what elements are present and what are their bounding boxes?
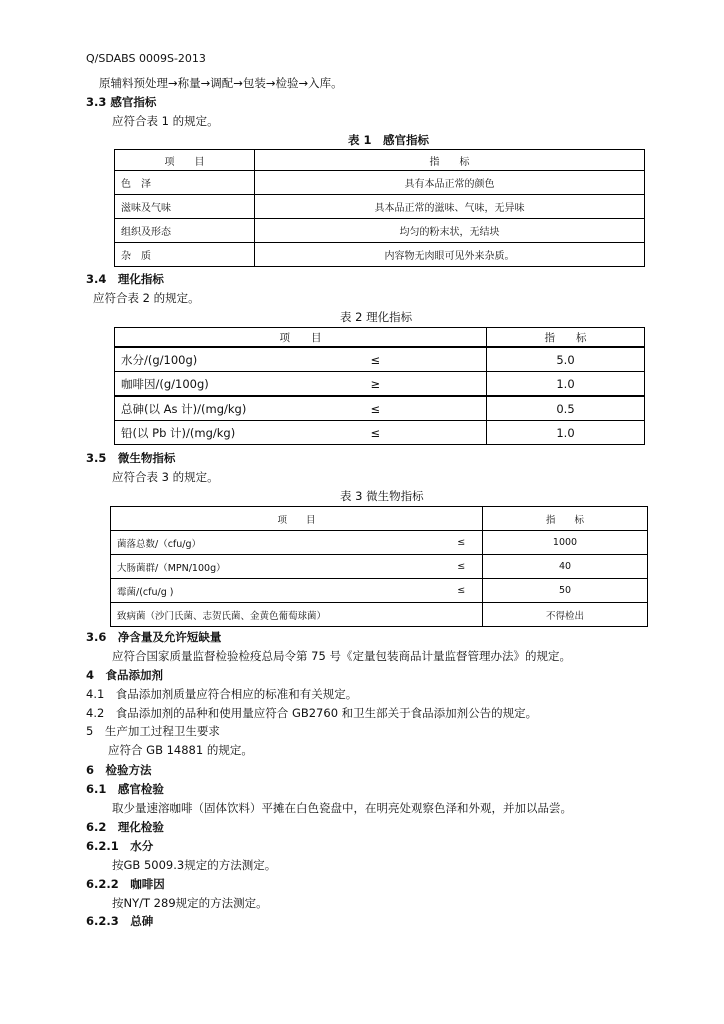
table2-value: 1.0 xyxy=(487,372,645,397)
table3-item: 大肠菌群/（MPN/100g） xyxy=(111,555,441,579)
section-6-2-1-heading: 6.2.1 水分 xyxy=(86,839,154,853)
table2-symbol: ≤ xyxy=(365,396,487,421)
section-3-4-note: 应符合表 2 的规定。 xyxy=(93,291,200,305)
table3-value: 1000 xyxy=(483,531,648,555)
table2-item: 咖啡因/(g/100g) xyxy=(115,372,365,397)
table1-header-item: 项 目 xyxy=(115,150,255,171)
section-3-5-note: 应符合表 3 的规定。 xyxy=(112,470,219,484)
table2-item: 水分/(g/100g) xyxy=(115,347,365,372)
table-row xyxy=(111,603,648,627)
table2-symbol: ≥ xyxy=(365,372,487,397)
section-6-2-heading: 6.2 理化检验 xyxy=(86,820,164,834)
table1-item: 杂 质 xyxy=(115,243,255,267)
section-6-2-3-heading: 6.2.3 总砷 xyxy=(86,914,154,928)
micro-table xyxy=(110,506,648,627)
table3-value: 50 xyxy=(483,579,648,603)
table2-symbol: ≤ xyxy=(365,347,487,372)
table3-symbol: ≤ xyxy=(441,579,483,603)
table2-value: 5.0 xyxy=(487,347,645,372)
section-3-3-heading: 3.3 感官指标 xyxy=(86,95,157,109)
table2-header-item: 项 目 xyxy=(115,328,487,348)
table3-item: 致病菌（沙门氏菌、志贺氏菌、金黄色葡萄球菌） xyxy=(111,603,483,627)
table-row xyxy=(115,195,645,219)
table3-symbol: ≤ xyxy=(441,531,483,555)
table1-value: 均匀的粉末状，无结块 xyxy=(255,219,645,243)
section-6-2-2-heading: 6.2.2 咖啡因 xyxy=(86,877,165,891)
section-3-3-note: 应符合表 1 的规定。 xyxy=(112,114,219,128)
table-row xyxy=(115,372,645,397)
section-3-6-heading: 3.6 净含量及允许短缺量 xyxy=(86,630,222,644)
table-row xyxy=(115,243,645,267)
table3-header-item: 项 目 xyxy=(111,507,483,531)
section-4-2-text: 4.2 食品添加剂的品种和使用量应符合 GB2760 和卫生部关于食品添加剂公告的规定。 xyxy=(86,706,538,720)
table2-value: 1.0 xyxy=(487,421,645,445)
section-5-heading: 5 生产加工过程卫生要求 xyxy=(86,724,220,738)
table3-caption: 表 3 微生物指标 xyxy=(340,489,424,503)
table-row xyxy=(111,579,648,603)
table-row xyxy=(115,396,645,421)
table3-item: 霉菌/(cfu/g ) xyxy=(111,579,441,603)
section-3-4-heading: 3.4 理化指标 xyxy=(86,272,164,286)
section-6-2-1-text: 按GB 5009.3规定的方法测定。 xyxy=(112,858,277,872)
section-6-1-text: 取少量速溶咖啡（固体饮料）平摊在白色瓷盘中，在明亮处观察色泽和外观，并加以品尝。 xyxy=(112,801,572,815)
section-4-1-text: 4.1 食品添加剂质量应符合相应的标准和有关规定。 xyxy=(86,687,358,701)
table3-symbol: ≤ xyxy=(441,555,483,579)
table3-value: 不得检出 xyxy=(483,603,648,627)
physchem-table xyxy=(114,327,645,445)
table1-header-value: 指 标 xyxy=(255,150,645,171)
table1-item: 组织及形态 xyxy=(115,219,255,243)
table-row xyxy=(115,171,645,195)
table1-value: 内容物无肉眼可见外来杂质。 xyxy=(255,243,645,267)
table-row xyxy=(111,555,648,579)
table-row xyxy=(115,219,645,243)
section-3-5-heading: 3.5 微生物指标 xyxy=(86,451,176,465)
table3-item: 菌落总数/（cfu/g） xyxy=(111,531,441,555)
process-flow: 原辅料预处理→称量→调配→包装→检验→入库。 xyxy=(99,76,343,90)
table2-item: 总砷(以 As 计)/(mg/kg) xyxy=(115,396,365,421)
table1-item: 滋味及气味 xyxy=(115,195,255,219)
table2-caption: 表 2 理化指标 xyxy=(340,310,413,324)
doc-number: Q/SDABS 0009S-2013 xyxy=(86,52,206,65)
table-row xyxy=(115,347,645,372)
table1-caption: 表 1 感官指标 xyxy=(348,133,430,147)
table-row xyxy=(111,531,648,555)
table2-item: 铅(以 Pb 计)/(mg/kg) xyxy=(115,421,365,445)
table1-value: 具有本品正常的颜色 xyxy=(255,171,645,195)
section-4-heading: 4 食品添加剂 xyxy=(86,668,164,682)
table2-value: 0.5 xyxy=(487,396,645,421)
section-6-2-2-text: 按NY/T 289规定的方法测定。 xyxy=(112,896,268,910)
section-3-6-text: 应符合国家质量监督检验检疫总局令第 75 号《定量包装商品计量监督管理办法》的规定。 xyxy=(112,649,571,663)
sensory-table xyxy=(114,149,645,267)
table3-value: 40 xyxy=(483,555,648,579)
section-6-1-heading: 6.1 感官检验 xyxy=(86,782,164,796)
table-row xyxy=(115,421,645,445)
table1-item: 色 泽 xyxy=(115,171,255,195)
table2-header-value: 指 标 xyxy=(487,328,645,348)
table1-value: 具本品正常的滋味、气味，无异味 xyxy=(255,195,645,219)
section-5-text: 应符合 GB 14881 的规定。 xyxy=(108,743,253,757)
table3-header-value: 指 标 xyxy=(483,507,648,531)
section-6-heading: 6 检验方法 xyxy=(86,763,152,777)
table2-symbol: ≤ xyxy=(365,421,487,445)
